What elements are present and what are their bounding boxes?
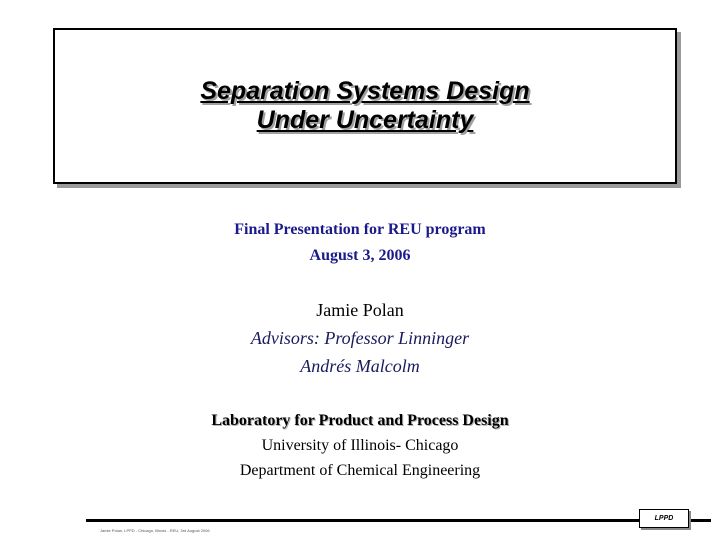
department-name: Department of Chemical Engineering xyxy=(239,462,481,479)
subtitle-date: August 3, 2006 xyxy=(309,247,411,264)
subtitle-line-1: Final Presentation for REU program xyxy=(234,221,486,238)
advisors-line-2: Andrés Malcolm xyxy=(300,356,420,376)
subtitle xyxy=(0,217,720,269)
advisors-line-1: Advisors: Professor Linninger xyxy=(250,328,470,348)
author-name: Jamie Polan xyxy=(316,300,404,320)
title-line-2: Under Uncertainty xyxy=(256,106,474,134)
footer-text: Jamie Polan, LPPD - Chicago, Illinois - REU, 3rd August 2006 xyxy=(100,528,210,533)
author-block xyxy=(0,296,720,380)
lab-name: Laboratory for Product and Process Design xyxy=(211,412,509,429)
university-name: University of Illinois- Chicago xyxy=(261,437,459,454)
title-line-1: Separation Systems Design xyxy=(200,77,530,105)
lab-block xyxy=(0,408,720,483)
title-box xyxy=(53,28,677,184)
lppd-logo: LPPD xyxy=(639,509,689,528)
footer-rule xyxy=(86,519,711,522)
